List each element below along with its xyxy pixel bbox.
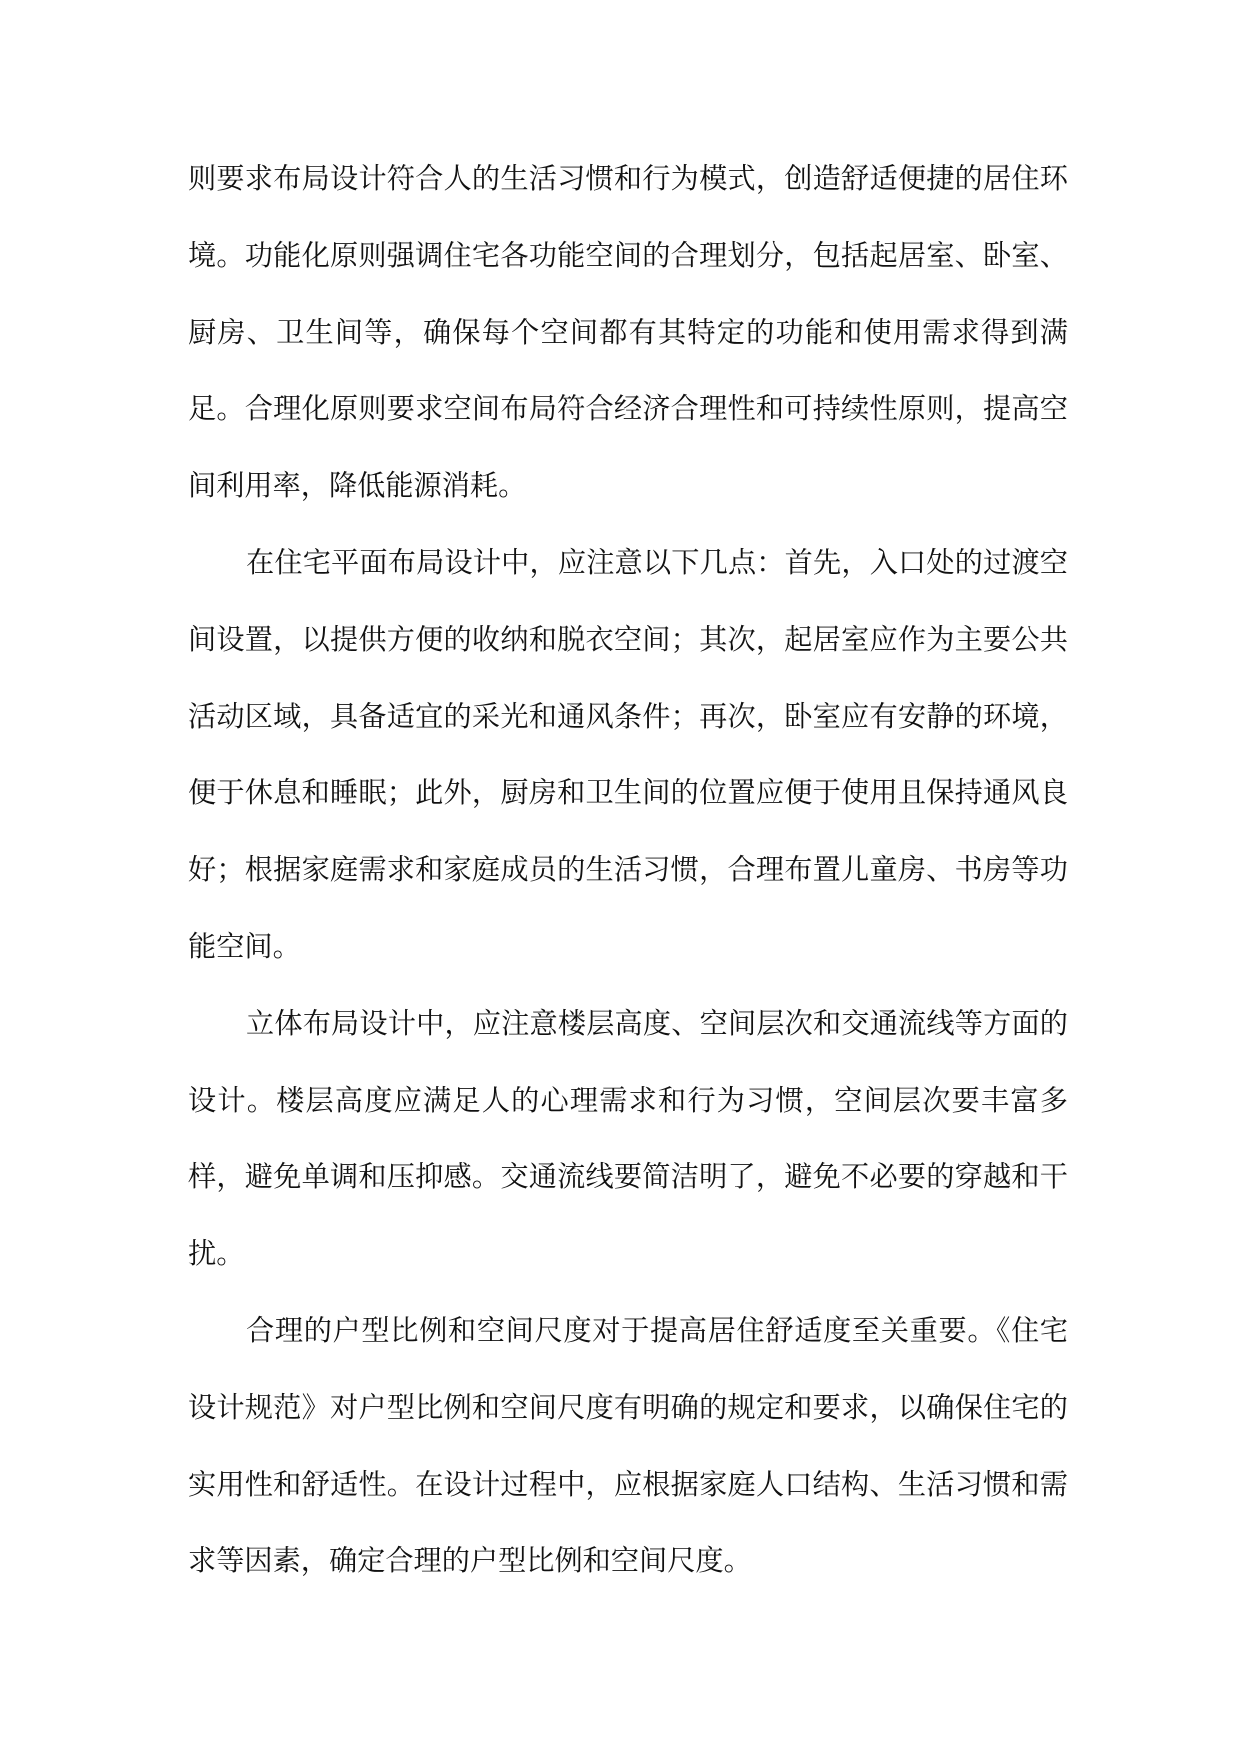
paragraph-plan-layout: 在住宅平面布局设计中，应注意以下几点：首先，入口处的过渡空间设置，以提供方便的收纳和脱衣空间；其次，起居室应作为主要公共活动区域，具备适宜的采光和通风条件；再次，卧室应有安静的环境，便于休息和睡眠；此外，厨房和卫生间的位置应便于使用且保持通风良好；根据家庭需求和家庭成员的生活习惯，合理布置儿童房、书房等功能空间。 xyxy=(188,545,1068,963)
document-body xyxy=(188,141,1068,1600)
paragraph-vertical-layout: 立体布局设计中，应注意楼层高度、空间层次和交通流线等方面的设计。楼层高度应满足人的心理需求和行为习惯，空间层次要丰富多样，避免单调和压抑感。交通流线要简洁明了，避免不必要的穿越和干扰。 xyxy=(188,1006,1068,1271)
paragraph-unit-proportion: 合理的户型比例和空间尺度对于提高居住舒适度至关重要。《住宅设计规范》对户型比例和空间尺度有明确的规定和要求，以确保住宅的实用性和舒适性。在设计过程中，应根据家庭人口结构、生活习惯和需求等因素，确定合理的户型比例和空间尺度。 xyxy=(188,1313,1068,1578)
paragraph-design-principles: 则要求布局设计符合人的生活习惯和行为模式，创造舒适便捷的居住环境。功能化原则强调住宅各功能空间的合理划分，包括起居室、卧室、厨房、卫生间等，确保每个空间都有其特定的功能和使用需求得到满足。合理化原则要求空间布局符合经济合理性和可持续性原则，提高空间利用率，降低能源消耗。 xyxy=(188,162,1068,503)
